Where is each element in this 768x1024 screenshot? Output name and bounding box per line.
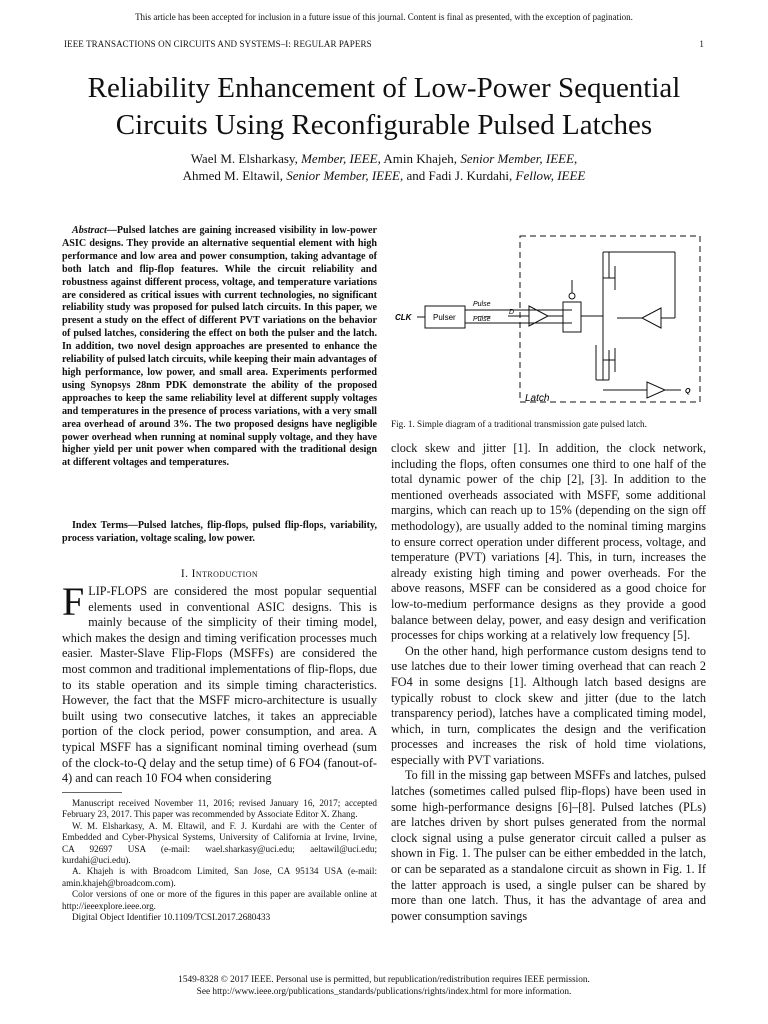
abstract [62, 225, 377, 470]
footnotes [62, 798, 377, 923]
index-terms [62, 520, 377, 546]
pulse-bar-label: Pulse [473, 316, 491, 323]
abstract-label: Abstract— [72, 225, 117, 236]
journal-name: IEEE TRANSACTIONS ON CIRCUITS AND SYSTEMS–I: REGULAR PAPERS [64, 39, 372, 49]
transmission-gate-symbol [563, 302, 581, 332]
pulser-label: Pulser [433, 313, 456, 322]
paragraph-3: To fill in the missing gap between MSFFs and latches, pulsed latches (sometimes called pulsed flip-flops) have been used in some high-performance designs [6]–[8]. Pulsed latches (PLs) are latches driven by short pulses generated from the normal clock signal using a pulse generator circuit called a pulser as shown in Fig. 1. The pulser can be either embedded in the latch, or can be separated as a standalone circuit as shown in Fig. 1. If the latter approach is used, a single pulser can be shared by more than one latch. Thus, it has the advantage of area and power consumption savings [391, 768, 706, 923]
copyright-footer [40, 975, 728, 998]
figure-caption: Fig. 1. Simple diagram of a traditional transmission gate pulsed latch. [391, 419, 647, 429]
index-terms-text: Pulsed latches, flip-flops, pulsed flip-flops, variability, process variation, voltage scaling, low power. [62, 520, 377, 544]
footnote-divider [62, 792, 122, 793]
acceptance-notice: This article has been accepted for inclusion in a future issue of this journal. Content is final as presented, with the exception of pagination. [135, 12, 633, 22]
drop-cap: F [62, 579, 85, 624]
author-4: , and Fadi J. Kurdahi, [400, 168, 513, 183]
copyright-line: 1549-8328 © 2017 IEEE. Personal use is permitted, but republication/redistribution requires IEEE permission. [178, 975, 590, 985]
latch-label: Latch [525, 393, 550, 404]
footnote-color: Color versions of one or more of the figures in this paper are available online at http://ieeexplore.ieee.org. [62, 889, 377, 911]
feedback-inverter-symbol [642, 308, 661, 328]
paragraph-1: clock skew and jitter [1]. In addition, the clock network, including the flops, often consumes one third to one half of the total dynamic power of the chip [2], [3]. In addition to the mentioned overheads associated with MSFF, some additional margins, which can reach up to 15% (depending on the sign off methodology), are usually added to the nominal timing margins to ensure correct operation under different process, voltage, and temperature (PVT) variations [4]. This, in turn, increases the already existing high timing and power overheads. For the above reasons, MSFF can be considered as a good choice for low-to-medium performance designs as they provide a good balance between delay, power, and easy design and verification processes for chips working at a relatively low frequency [5]. [391, 441, 706, 643]
column-2-text [391, 441, 706, 924]
figure-1 [391, 230, 706, 410]
index-terms-label: Index Terms— [72, 520, 138, 531]
author-3-role: Senior Member, IEEE [286, 168, 400, 183]
d-label: D [509, 309, 515, 316]
section-heading: I. Introduction [180, 568, 259, 580]
clk-label: CLK [395, 313, 412, 322]
author-1-role: Member, IEEE [301, 151, 378, 166]
author-list [40, 150, 728, 184]
paper-title [40, 70, 728, 144]
title-line-2: Circuits Using Reconfigurable Pulsed Latches [115, 109, 653, 141]
pulse-label: Pulse [473, 301, 491, 308]
page-number: 1 [699, 39, 704, 49]
author-line-1 [40, 150, 728, 167]
footnote-affiliation-2: A. Khajeh is with Broadcom Limited, San Jose, CA 95134 USA (e-mail: amin.khajeh@broadcom.com). [62, 866, 377, 888]
author-line-2 [40, 167, 728, 184]
latch-boundary [520, 236, 700, 402]
author-3: Ahmed M. Eltawil, [182, 168, 284, 183]
author-4-role: Fellow, IEEE [515, 168, 586, 183]
author-2: , Amin Khajeh, [377, 151, 458, 166]
intro-paragraph [62, 579, 377, 787]
rights-link-line: See http://www.ieee.org/publications_standards/publications/rights/index.html for more information. [196, 986, 572, 997]
footnote-affiliation-1: W. M. Elsharkasy, A. M. Eltawil, and F. J. Kurdahi are with the Center of Embedded and Cyber-Physical Systems, University of California at Irvine, Irvine, CA 92697 USA (e-mail: wael.sharkasy@uci.edu; aeltawil@uci.edu; kurdahi@uci.edu). [62, 820, 377, 866]
title-line-1: Reliability Enhancement of Low-Power Sequential [87, 72, 681, 104]
author-separator: , [574, 151, 578, 166]
pulsed-latch-diagram [391, 230, 706, 410]
output-inverter-symbol [647, 382, 665, 398]
running-header [64, 39, 704, 49]
abstract-text: Pulsed latches are gaining increased visibility in low-power ASIC designs. They provide an alternative sequential element with high performance and low area and power consumption, taking advantage of both latch and flip-flop features. While the circuit reliability and robustness against different process, voltage, and temperature variations are considered as critical issues with current technologies, no significant reliability study was proposed for pulsed latch circuits. In this paper, we present a study on the effect of different PVT variations on the behavior of pulsed latches, considering the effect on both the pulser and the latch. In addition, two novel design approaches are presented to enhance the reliability of pulsed latch circuits, while keeping their main advantages of high performance, low power, and small area. Experiments performed using Synopsys 28nm PDK demonstrate the ability of the proposed approaches to keep the same reliability level at different supply voltages and temperatures in the presence of process variations, with a very small area overhead of around 3%. The two proposed designs have negligible power overhead when running at nominal supply voltage, and they have higher yield per unit power when compared with the traditional design at different voltages and temperatures. [62, 225, 377, 469]
author-1: Wael M. Elsharkasy, [190, 151, 298, 166]
footnote-doi: Digital Object Identifier 10.1109/TCSI.2017.2680433 [72, 912, 271, 923]
footnote-manuscript: Manuscript received November 11, 2016; revised January 16, 2017; accepted February 23, 2017. This paper was recommended by Associate Editor X. Zhang. [62, 798, 377, 820]
intro-text: LIP-FLOPS are considered the most popular sequential elements used in conventional ASIC designs. This is mainly because of the simplicity of their timing model, which makes the design and timing verification processes much easier. Master-Slave Flip-Flops (MSFFs) are considered the most common and traditional implementations of flip-flops, due to its stable operation and its simple timing characteristics. However, the fact that the MSFF micro-architecture is usually built using two consecutive latches, it takes an appreciable portion of the clock period, power consumption, and area. A typical MSFF has a significant nominal timing overhead (sum of the clock-to-Q delay and the setup time) of 6 FO4 (fanout-of-4) and can reach 10 FO4 when considering [62, 584, 377, 786]
q-label: Q [685, 388, 691, 395]
author-2-role: Senior Member, IEEE [460, 151, 575, 166]
paragraph-2: On the other hand, high performance custom designs tend to use latches due to their lower timing overhead that can reach 2 FO4 in some designs [1]. Although latch based designs are typically robust to clock skew and jitter (due to the latch transparency period), latches have a complicated timing model, which, in turn, complicates the design and the verification processes and increases the risk of hold time violations, especially with PVT variations. [391, 643, 706, 767]
